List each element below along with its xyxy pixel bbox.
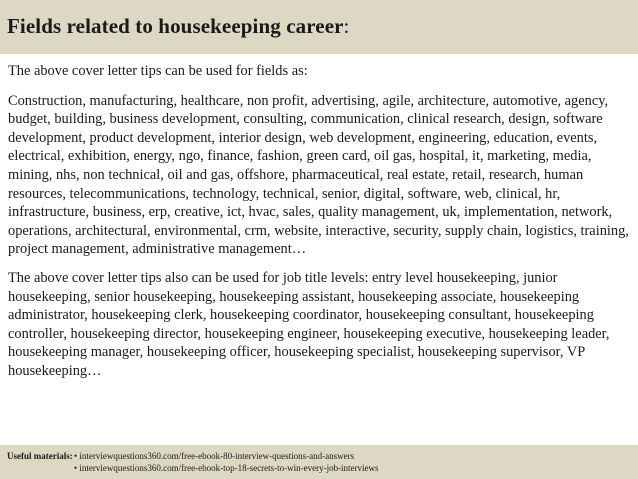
slide-title-colon: : <box>343 14 350 38</box>
intro-text: The above cover letter tips can be used for fields as: <box>8 63 308 79</box>
footer-label: Useful materials: <box>7 451 73 461</box>
footer <box>0 445 638 479</box>
footer-row <box>7 463 638 475</box>
footer-link[interactable]: • interviewquestions360.com/free-ebook-80-interview-questions-and-answers <box>74 451 355 461</box>
footer-row <box>7 451 638 463</box>
slide-title <box>7 14 349 38</box>
job-levels-paragraph: The above cover letter tips also can be used for job title levels: entry level housekeeping, junior housekeeping, senior housekeeping, housekeeping assistant, housekeeping associate, housekeeping administrator, housekeeping clerk, housekeeping coordinator, housekeeping consultant, housekeeping controller, housekeeping director, housekeeping engineer, housekeeping executive, housekeeping leader, housekeeping manager, housekeeping officer, housekeeping specialist, housekeeping supervisor, VP housekeeping… <box>8 269 610 379</box>
slide-title-text: Fields related to housekeeping career <box>7 14 344 38</box>
slide-content <box>8 62 633 381</box>
fields-paragraph: Construction, manufacturing, healthcare, non profit, advertising, agile, architecture, automotive, agency, budget, building, business development, consulting, communication, clinical research, design, software development, product development, interior design, web development, engineering, education, events, electrical, exhibition, energy, ngo, finance, fashion, green card, oil gas, hospital, it, marketing, media, mining, nhs, non technical, oil and gas, offshore, pharmaceutical, real estate, retail, research, human resources, telecommunications, technology, technical, senior, digital, software, web, clinical, hr, infrastructure, business, erp, creative, ict, hvac, sales, quality management, uk, implementation, network, operations, architectural, environmental, crm, website, interactive, security, supply chain, logistics, training, project management, administrative management… <box>8 92 629 258</box>
footer-link[interactable]: • interviewquestions360.com/free-ebook-top-18-secrets-to-win-every-job-interviews <box>74 462 379 473</box>
title-bar <box>0 0 638 54</box>
